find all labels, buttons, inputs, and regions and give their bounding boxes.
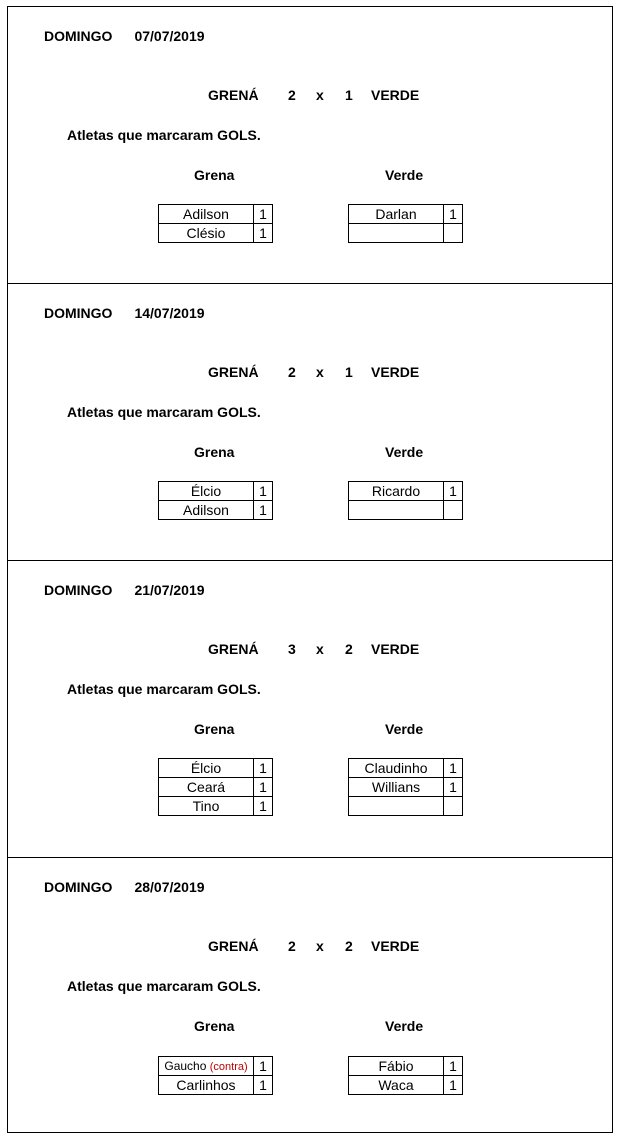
table-row [159,224,273,243]
goal-count [444,501,463,520]
score-line [8,87,612,105]
score-line [8,938,612,956]
date-label: DOMINGO [44,305,113,321]
team-b-scorers-table [348,204,463,243]
team-a-scorers-table [158,1056,273,1095]
goal-count: 1 [254,797,273,816]
date-label: DOMINGO [44,582,113,598]
table-row [349,778,463,797]
table-row [159,501,273,520]
team-a-scorers-table [158,758,273,816]
team-b-name: VERDE [371,641,420,657]
scorer-name [349,224,444,243]
goal-count: 1 [444,1076,463,1095]
scorer-name: Ceará [159,778,254,797]
scorer-name: Tino [159,797,254,816]
scorer-name: Adilson [159,501,254,520]
scorer-name: Élcio [159,759,254,778]
goal-count: 1 [444,1057,463,1076]
table-row [349,205,463,224]
team-b-score: 2 [345,938,353,954]
scorers-heading: Atletas que marcaram GOLS. [67,404,261,420]
team-a-score: 2 [288,87,296,103]
scorer-name: Clésio [159,224,254,243]
score-line [8,641,612,659]
goal-count: 1 [254,482,273,501]
goal-count: 1 [444,482,463,501]
table-row [159,759,273,778]
scorer-name-text: Gaucho [164,1059,207,1073]
table-row [349,797,463,816]
scorer-name: Carlinhos [159,1076,254,1095]
match-block [8,858,612,1132]
team-a-score: 2 [288,938,296,954]
table-row [159,797,273,816]
scorer-name [349,501,444,520]
match-block [8,7,612,283]
scorer-name: Fábio [349,1057,444,1076]
match-date [44,28,205,44]
own-goal-note: (contra) [209,1061,248,1073]
table-row [349,759,463,778]
scorer-name: Darlan [349,205,444,224]
scorers-heading: Atletas que marcaram GOLS. [67,681,261,697]
scorer-name: Waca [349,1076,444,1095]
table-row [159,778,273,797]
score-separator: x [316,87,324,103]
date-value: 07/07/2019 [134,28,205,44]
match-date [44,305,205,321]
goal-count: 1 [254,778,273,797]
score-separator: x [316,641,324,657]
goal-count: 1 [254,1076,273,1095]
team-b-name: VERDE [371,87,420,103]
team-b-label: Verde [385,444,424,460]
table-row [159,205,273,224]
scorer-name: Claudinho [349,759,444,778]
goal-count: 1 [444,759,463,778]
team-a-name: GRENÁ [208,641,259,657]
team-a-label: Grena [194,721,235,737]
match-block [8,561,612,857]
scorer-name [349,797,444,816]
goal-count: 1 [444,778,463,797]
table-row [349,501,463,520]
team-b-label: Verde [385,1018,424,1034]
date-label: DOMINGO [44,879,113,895]
goal-count: 1 [254,1057,273,1076]
team-b-name: VERDE [371,364,420,380]
table-row [159,482,273,501]
goal-count: 1 [254,759,273,778]
match-date [44,582,205,598]
table-row [349,224,463,243]
table-row [349,1076,463,1095]
score-separator: x [316,364,324,380]
goal-count: 1 [254,205,273,224]
table-row [159,1057,273,1076]
date-value: 21/07/2019 [134,582,205,598]
report-frame [7,6,613,1133]
team-a-label: Grena [194,444,235,460]
scorer-name: Ricardo [349,482,444,501]
team-b-score: 2 [345,641,353,657]
team-b-score: 1 [345,364,353,380]
team-b-score: 1 [345,87,353,103]
scorer-name: Willians [349,778,444,797]
team-b-label: Verde [385,721,424,737]
goal-count: 1 [444,205,463,224]
date-label: DOMINGO [44,28,113,44]
table-row [349,482,463,501]
table-row [349,1057,463,1076]
goal-count [444,797,463,816]
team-a-score: 2 [288,364,296,380]
team-a-score: 3 [288,641,296,657]
scorer-name [159,1057,254,1076]
team-a-name: GRENÁ [208,87,259,103]
goal-count [444,224,463,243]
team-a-name: GRENÁ [208,938,259,954]
scorers-heading: Atletas que marcaram GOLS. [67,127,261,143]
scorers-heading: Atletas que marcaram GOLS. [67,978,261,994]
team-b-scorers-table [348,481,463,520]
team-a-label: Grena [194,167,235,183]
team-a-name: GRENÁ [208,364,259,380]
score-line [8,364,612,382]
match-block [8,284,612,560]
scorer-name: Adilson [159,205,254,224]
team-a-label: Grena [194,1018,235,1034]
team-b-label: Verde [385,167,424,183]
goal-count: 1 [254,501,273,520]
scorer-name: Élcio [159,482,254,501]
date-value: 28/07/2019 [134,879,205,895]
team-b-name: VERDE [371,938,420,954]
team-a-scorers-table [158,481,273,520]
score-separator: x [316,938,324,954]
match-date [44,879,205,895]
team-b-scorers-table [348,1056,463,1095]
goal-count: 1 [254,224,273,243]
team-a-scorers-table [158,204,273,243]
table-row [159,1076,273,1095]
date-value: 14/07/2019 [134,305,205,321]
team-b-scorers-table [348,758,463,816]
